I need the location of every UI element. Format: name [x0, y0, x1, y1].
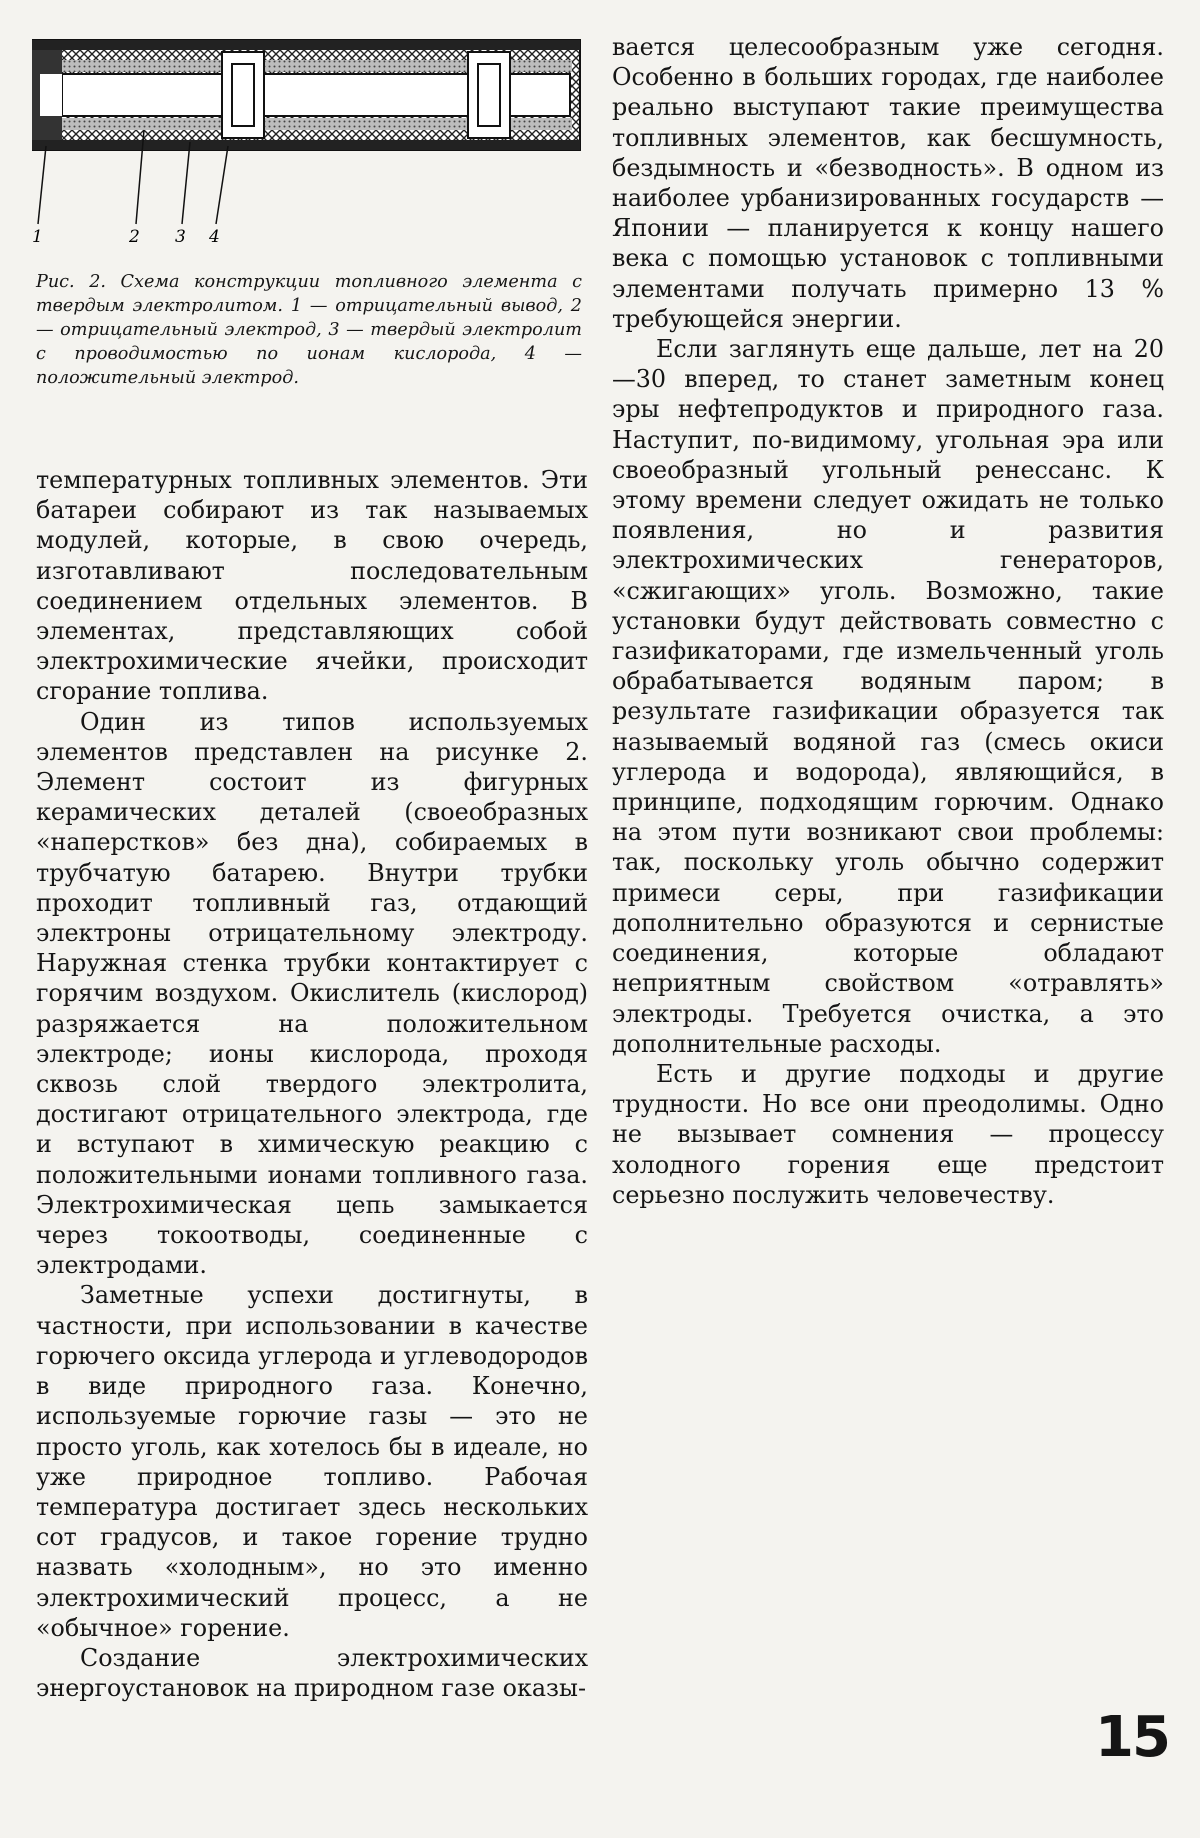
paragraph: Создание электрохимических энергоустановок на природном газе оказы-	[36, 1643, 588, 1703]
figure-label-4: 4	[209, 227, 220, 244]
paragraph: вается целесообразным уже сегодня. Особенно в больших городах, где наиболее реально выступают такие преимущества топливных элементов, как бесшумность, бездымность и «безводность». В одном из наиболее урбанизированных государств — Японии — планируется к концу нашего века с помощью установок с топливными элементами получать примерно 13 % требующейся энергии.	[612, 33, 1164, 333]
figure-label-1: 1	[32, 227, 43, 244]
figure-caption: Рис. 2. Схема конструкции топливного элемента с твердым электролитом. 1 — отрицательный вывод, 2 — отрицательный электрод, 3 — твердый электролит с проводимостью по ионам кислорода, 4 — положительный электрод.	[36, 272, 582, 388]
paragraph: Если заглянуть еще дальше, лет на 20—30 вперед, то станет заметным конец эры нефтепродуктов и природного газа. Наступит, по-видимому, угольная эра или своеобразный угольный ренессанс. К этому времени следует ожидать не только появления, но и развития электрохимических генераторов, «сжигающих» уголь. Возможно, такие установки будут действовать совместно с газификаторами, где измельченный уголь обрабатывается водяным паром; в результате газификации образуется так называемый водяной газ (смесь окиси углерода и водорода), являющийся, в принципе, подходящим горючим. Однако на этом пути возникают свои проблемы: так, поскольку уголь обычно содержит примеси серы, при газификации дополнительно образуются и сернистые соединения, которые обладают неприятным свойством «отравлять» электроды. Требуется очистка, а это дополнительные расходы.	[612, 335, 1164, 1058]
paragraph: Заметные успехи достигнуты, в частности, при использовании в качестве горючего оксида углерода и углеводородов в виде природного газа. Конечно, используемые горючие газы — это не просто уголь, как хотелось бы в идеале, но уже природное топливо. Рабочая температура достигает здесь нескольких сот градусов, и такое горение трудно назвать «холодным», но это именно электрохимический процесс, а не «обычное» горение.	[36, 1281, 588, 1642]
page-number: 15	[1095, 1705, 1169, 1770]
left-column	[36, 465, 588, 1703]
paragraph: температурных топливных элементов. Эти батареи собирают из так называемых модулей, которые, в свою очередь, изготавливают последовательным соединением отдельных элементов. В элементах, представляющих собой электрохимические ячейки, происходит сгорание топлива.	[36, 466, 588, 706]
fuel-cell-figure	[32, 34, 587, 244]
right-column	[612, 32, 1164, 1210]
paragraph: Один из типов используемых элементов представлен на рисунке 2. Элемент состоит из фигурных керамических деталей (своеобразных «наперстков» без дна), собираемых в трубчатую батарею. Внутри трубки проходит топливный газ, отдающий электроны отрицательному электроду. Наружная стенка трубки контактирует с горячим воздухом. Окислитель (кислород) разряжается на положительном электроде; ионы кислорода, проходя сквозь слой твердого электролита, достигают отрицательного электрода, где и вступают в химическую реакцию с положительными ионами топливного газа. Электрохимическая цепь замыкается через токоотводы, соединенные с электродами.	[36, 707, 588, 1280]
fuel-cell-diagram	[32, 34, 587, 244]
figure-label-2: 2	[129, 227, 140, 244]
figure-label-3: 3	[175, 227, 186, 244]
paragraph: Есть и другие подходы и другие трудности. Но все они преодолимы. Одно не вызывает сомнения — процессу холодного горения еще предстоит серьезно послужить человечеству.	[612, 1059, 1164, 1209]
